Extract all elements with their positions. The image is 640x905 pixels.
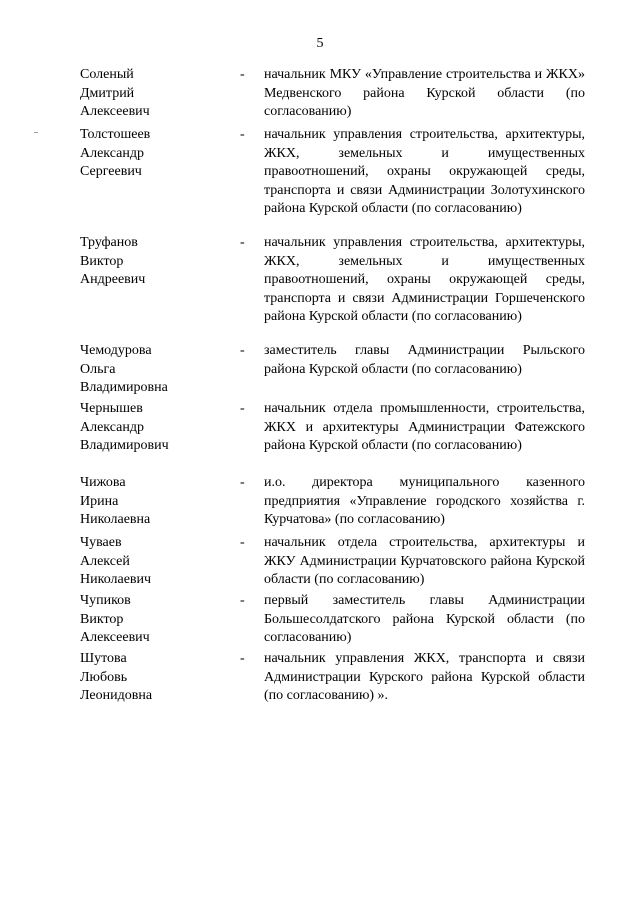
patronymic: Владимировна [80, 380, 168, 396]
patronymic: Леонидовна [80, 688, 153, 704]
first-name: Виктор [80, 611, 124, 627]
person-name [80, 474, 240, 530]
dash: - [240, 235, 245, 250]
position-description: первый заместитель главы Администрации Большесолдатского района Курской области (по согласованию) [264, 593, 585, 646]
page-number: 5 [316, 36, 324, 51]
list-item [80, 342, 585, 398]
position-description: начальник управления строительства, архитектуры, ЖКХ, земельных и имущественных правоотношений, охраны окружающей среды, транспорта и связи Администрации Горшеченского района Курской области (по согласованию) [264, 235, 585, 325]
surname: Толстошеев [80, 127, 151, 142]
person-name [80, 534, 240, 590]
surname: Чемодурова [80, 343, 152, 358]
dash: - [240, 401, 245, 416]
margin-mark [34, 132, 38, 133]
surname: Соленый [80, 67, 134, 82]
dash: - [240, 343, 245, 358]
dash: - [240, 593, 245, 608]
person-name [80, 650, 240, 706]
position-description: начальник управления ЖКХ, транспорта и связи Администрации Курского района Курской области (по согласованию) ». [264, 651, 585, 704]
list-item [80, 400, 585, 472]
position-description: начальник управления строительства, архитектуры, ЖКХ, земельных и имущественных правоотношений, охраны окружающей среды, транспорта и связи Администрации Золотухинского района Курской области (по согласованию) [264, 127, 585, 217]
list-item [80, 126, 585, 232]
dash: - [240, 535, 245, 550]
surname: Шутова [80, 651, 127, 666]
surname: Чернышев [80, 401, 143, 416]
first-name: Алексей [80, 553, 130, 569]
dash: - [240, 67, 245, 82]
person-name [80, 126, 240, 182]
list-item [80, 534, 585, 590]
person-name [80, 592, 240, 648]
patronymic: Андреевич [80, 272, 146, 288]
surname: Труфанов [80, 235, 138, 250]
member-list [80, 66, 585, 710]
first-name: Александр [80, 145, 144, 161]
list-item [80, 234, 585, 340]
first-name: Ольга [80, 361, 116, 377]
position-description: начальник отдела строительства, архитектуры и ЖКУ Администрации Курчатовского района Курской области (по согласованию) [264, 535, 585, 588]
first-name: Александр [80, 419, 144, 435]
first-name: Дмитрий [80, 85, 135, 101]
position-description: и.о. директора муниципального казенного предприятия «Управление городского хозяйства г. Курчатова» (по согласованию) [264, 475, 585, 528]
surname: Чупиков [80, 593, 131, 608]
first-name: Ирина [80, 493, 119, 509]
patronymic: Сергеевич [80, 164, 142, 180]
patronymic: Алексеевич [80, 104, 150, 120]
person-name [80, 400, 240, 456]
list-item [80, 592, 585, 648]
dash: - [240, 651, 245, 666]
patronymic: Алексеевич [80, 630, 150, 646]
patronymic: Николаевна [80, 512, 151, 528]
surname: Чижова [80, 475, 126, 490]
person-name [80, 66, 240, 122]
position-description: начальник отдела промышленности, строительства, ЖКХ и архитектуры Администрации Фатежского района Курской области (по согласованию) [264, 401, 585, 454]
surname: Чуваев [80, 535, 122, 550]
list-item [80, 66, 585, 124]
patronymic: Николаевич [80, 572, 152, 588]
list-item [80, 474, 585, 532]
patronymic: Владимирович [80, 438, 169, 454]
position-description: начальник МКУ «Управление строительства и ЖКХ» Медвенского района Курской области (по согласованию) [264, 67, 585, 120]
list-item [80, 650, 585, 708]
person-name [80, 342, 240, 398]
first-name: Виктор [80, 253, 124, 269]
dash: - [240, 127, 245, 142]
position-description: заместитель главы Администрации Рыльского района Курской области (по согласованию) [264, 343, 585, 377]
person-name [80, 234, 240, 290]
first-name: Любовь [80, 669, 128, 685]
dash: - [240, 475, 245, 490]
